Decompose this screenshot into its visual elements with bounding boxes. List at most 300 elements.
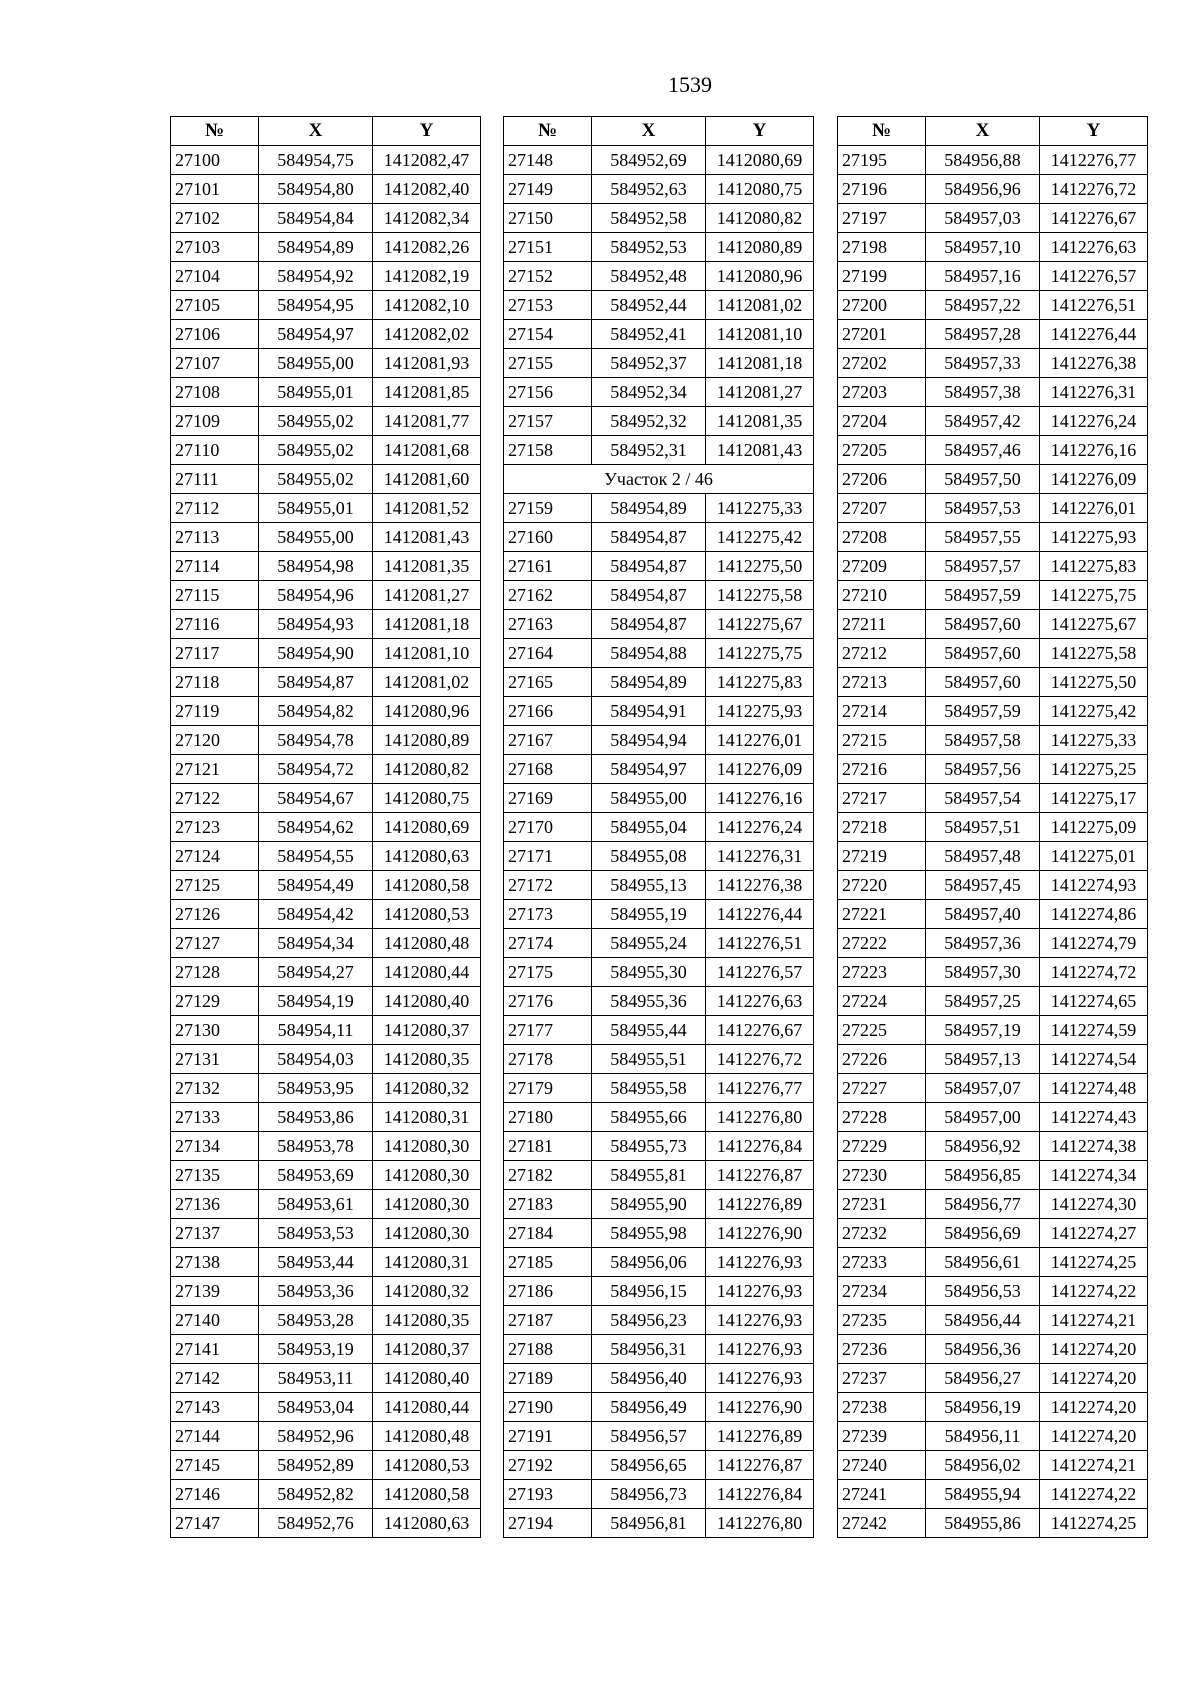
table-row: [504, 1306, 814, 1335]
x-coordinate-cell: 584952,82: [259, 1480, 373, 1509]
table-row: [171, 1451, 481, 1480]
y-coordinate-cell: 1412274,65: [1040, 987, 1148, 1016]
point-number-cell: 27188: [504, 1335, 592, 1364]
y-coordinate-cell: 1412080,37: [373, 1335, 481, 1364]
x-coordinate-cell: 584955,30: [592, 958, 706, 987]
x-coordinate-cell: 584953,11: [259, 1364, 373, 1393]
point-number-cell: 27135: [171, 1161, 259, 1190]
y-coordinate-cell: 1412276,89: [706, 1422, 814, 1451]
table-row: [504, 668, 814, 697]
y-coordinate-cell: 1412275,17: [1040, 784, 1148, 813]
x-coordinate-cell: 584957,51: [926, 813, 1040, 842]
y-coordinate-cell: 1412276,51: [706, 929, 814, 958]
table-row: [171, 784, 481, 813]
x-coordinate-cell: 584957,58: [926, 726, 1040, 755]
table-row: [171, 1161, 481, 1190]
table-row: [171, 1016, 481, 1045]
x-coordinate-cell: 584955,02: [259, 465, 373, 494]
y-coordinate-cell: 1412081,18: [373, 610, 481, 639]
x-coordinate-cell: 584957,59: [926, 581, 1040, 610]
x-coordinate-cell: 584953,61: [259, 1190, 373, 1219]
point-number-cell: 27148: [504, 146, 592, 175]
point-number-cell: 27190: [504, 1393, 592, 1422]
y-coordinate-cell: 1412274,59: [1040, 1016, 1148, 1045]
table-row: [504, 1364, 814, 1393]
y-coordinate-cell: 1412275,58: [706, 581, 814, 610]
x-coordinate-cell: 584957,07: [926, 1074, 1040, 1103]
table-row: [838, 668, 1148, 697]
table-row: [504, 407, 814, 436]
table-row: [838, 1509, 1148, 1538]
y-coordinate-cell: 1412081,27: [373, 581, 481, 610]
x-coordinate-cell: 584956,92: [926, 1132, 1040, 1161]
point-number-cell: 27157: [504, 407, 592, 436]
x-coordinate-cell: 584957,16: [926, 262, 1040, 291]
table-row: [171, 1074, 481, 1103]
table-row: [504, 320, 814, 349]
table-row: [171, 1045, 481, 1074]
table-row: [504, 755, 814, 784]
point-number-cell: 27160: [504, 523, 592, 552]
x-coordinate-cell: 584956,61: [926, 1248, 1040, 1277]
table-row: [838, 958, 1148, 987]
point-number-cell: 27130: [171, 1016, 259, 1045]
table-row: [838, 639, 1148, 668]
point-number-cell: 27184: [504, 1219, 592, 1248]
y-coordinate-cell: 1412080,31: [373, 1248, 481, 1277]
point-number-cell: 27211: [838, 610, 926, 639]
point-number-cell: 27110: [171, 436, 259, 465]
table-row: [171, 639, 481, 668]
point-number-cell: 27206: [838, 465, 926, 494]
point-number-cell: 27175: [504, 958, 592, 987]
table-row: [171, 378, 481, 407]
x-coordinate-cell: 584957,60: [926, 668, 1040, 697]
y-coordinate-cell: 1412276,84: [706, 1132, 814, 1161]
table-row: [504, 958, 814, 987]
point-number-cell: 27187: [504, 1306, 592, 1335]
x-coordinate-cell: 584957,57: [926, 552, 1040, 581]
y-coordinate-cell: 1412080,35: [373, 1306, 481, 1335]
x-coordinate-cell: 584954,34: [259, 929, 373, 958]
x-coordinate-cell: 584952,34: [592, 378, 706, 407]
column-header-y: Y: [706, 117, 814, 146]
point-number-cell: 27117: [171, 639, 259, 668]
table-row: [504, 726, 814, 755]
y-coordinate-cell: 1412276,93: [706, 1364, 814, 1393]
y-coordinate-cell: 1412274,93: [1040, 871, 1148, 900]
y-coordinate-cell: 1412276,80: [706, 1509, 814, 1538]
y-coordinate-cell: 1412080,69: [706, 146, 814, 175]
y-coordinate-cell: 1412080,44: [373, 958, 481, 987]
x-coordinate-cell: 584953,78: [259, 1132, 373, 1161]
y-coordinate-cell: 1412080,53: [373, 1451, 481, 1480]
table-row: [838, 407, 1148, 436]
point-number-cell: 27196: [838, 175, 926, 204]
table-row: [504, 1132, 814, 1161]
y-coordinate-cell: 1412274,72: [1040, 958, 1148, 987]
x-coordinate-cell: 584957,28: [926, 320, 1040, 349]
x-coordinate-cell: 584955,08: [592, 842, 706, 871]
table-header-row: [504, 117, 814, 146]
table-row: [171, 1219, 481, 1248]
y-coordinate-cell: 1412276,24: [1040, 407, 1148, 436]
y-coordinate-cell: 1412276,38: [706, 871, 814, 900]
point-number-cell: 27226: [838, 1045, 926, 1074]
x-coordinate-cell: 584953,36: [259, 1277, 373, 1306]
x-coordinate-cell: 584955,51: [592, 1045, 706, 1074]
x-coordinate-cell: 584955,86: [926, 1509, 1040, 1538]
point-number-cell: 27171: [504, 842, 592, 871]
x-coordinate-cell: 584954,97: [259, 320, 373, 349]
point-number-cell: 27169: [504, 784, 592, 813]
point-number-cell: 27219: [838, 842, 926, 871]
x-coordinate-cell: 584954,19: [259, 987, 373, 1016]
column-header-x: X: [259, 117, 373, 146]
table-row: [504, 697, 814, 726]
x-coordinate-cell: 584957,13: [926, 1045, 1040, 1074]
y-coordinate-cell: 1412080,30: [373, 1219, 481, 1248]
point-number-cell: 27224: [838, 987, 926, 1016]
y-coordinate-cell: 1412276,93: [706, 1277, 814, 1306]
y-coordinate-cell: 1412276,72: [1040, 175, 1148, 204]
y-coordinate-cell: 1412080,30: [373, 1190, 481, 1219]
point-number-cell: 27172: [504, 871, 592, 900]
y-coordinate-cell: 1412276,90: [706, 1219, 814, 1248]
y-coordinate-cell: 1412080,75: [706, 175, 814, 204]
point-number-cell: 27145: [171, 1451, 259, 1480]
table-row: [171, 407, 481, 436]
table-row: [504, 233, 814, 262]
point-number-cell: 27121: [171, 755, 259, 784]
x-coordinate-cell: 584957,55: [926, 523, 1040, 552]
point-number-cell: 27215: [838, 726, 926, 755]
y-coordinate-cell: 1412081,85: [373, 378, 481, 407]
x-coordinate-cell: 584956,40: [592, 1364, 706, 1393]
y-coordinate-cell: 1412274,22: [1040, 1480, 1148, 1509]
y-coordinate-cell: 1412081,93: [373, 349, 481, 378]
y-coordinate-cell: 1412276,31: [1040, 378, 1148, 407]
y-coordinate-cell: 1412081,02: [373, 668, 481, 697]
table-row: [504, 1335, 814, 1364]
table-row: [171, 871, 481, 900]
y-coordinate-cell: 1412276,44: [1040, 320, 1148, 349]
y-coordinate-cell: 1412276,93: [706, 1335, 814, 1364]
x-coordinate-cell: 584956,65: [592, 1451, 706, 1480]
y-coordinate-cell: 1412080,37: [373, 1016, 481, 1045]
y-coordinate-cell: 1412081,60: [373, 465, 481, 494]
point-number-cell: 27146: [171, 1480, 259, 1509]
y-coordinate-cell: 1412275,42: [706, 523, 814, 552]
y-coordinate-cell: 1412081,27: [706, 378, 814, 407]
y-coordinate-cell: 1412276,67: [1040, 204, 1148, 233]
point-number-cell: 27216: [838, 755, 926, 784]
y-coordinate-cell: 1412081,10: [706, 320, 814, 349]
x-coordinate-cell: 584957,60: [926, 610, 1040, 639]
page-number: 1539: [668, 72, 712, 97]
table-row: [838, 262, 1148, 291]
table-row: [171, 146, 481, 175]
x-coordinate-cell: 584956,69: [926, 1219, 1040, 1248]
x-coordinate-cell: 584954,91: [592, 697, 706, 726]
x-coordinate-cell: 584956,73: [592, 1480, 706, 1509]
x-coordinate-cell: 584952,58: [592, 204, 706, 233]
table-row: [838, 726, 1148, 755]
y-coordinate-cell: 1412080,89: [373, 726, 481, 755]
x-coordinate-cell: 584957,19: [926, 1016, 1040, 1045]
table-row: [171, 552, 481, 581]
y-coordinate-cell: 1412080,40: [373, 1364, 481, 1393]
y-coordinate-cell: 1412081,10: [373, 639, 481, 668]
x-coordinate-cell: 584954,84: [259, 204, 373, 233]
y-coordinate-cell: 1412275,42: [1040, 697, 1148, 726]
table-row: [504, 262, 814, 291]
x-coordinate-cell: 584954,72: [259, 755, 373, 784]
y-coordinate-cell: 1412081,02: [706, 291, 814, 320]
table-row: [504, 1248, 814, 1277]
table-row: [504, 204, 814, 233]
y-coordinate-cell: 1412274,22: [1040, 1277, 1148, 1306]
y-coordinate-cell: 1412275,93: [1040, 523, 1148, 552]
x-coordinate-cell: 584954,87: [592, 552, 706, 581]
x-coordinate-cell: 584953,44: [259, 1248, 373, 1277]
table-row: [171, 668, 481, 697]
point-number-cell: 27176: [504, 987, 592, 1016]
point-number-cell: 27179: [504, 1074, 592, 1103]
x-coordinate-cell: 584953,28: [259, 1306, 373, 1335]
point-number-cell: 27147: [171, 1509, 259, 1538]
point-number-cell: 27163: [504, 610, 592, 639]
table-row: [838, 755, 1148, 784]
point-number-cell: 27151: [504, 233, 592, 262]
y-coordinate-cell: 1412274,54: [1040, 1045, 1148, 1074]
x-coordinate-cell: 584957,03: [926, 204, 1040, 233]
point-number-cell: 27205: [838, 436, 926, 465]
table-row: [504, 987, 814, 1016]
y-coordinate-cell: 1412276,93: [706, 1306, 814, 1335]
point-number-cell: 27229: [838, 1132, 926, 1161]
table-row: [171, 494, 481, 523]
x-coordinate-cell: 584955,13: [592, 871, 706, 900]
x-coordinate-cell: 584954,98: [259, 552, 373, 581]
point-number-cell: 27150: [504, 204, 592, 233]
y-coordinate-cell: 1412275,50: [1040, 668, 1148, 697]
table-row: [171, 842, 481, 871]
point-number-cell: 27122: [171, 784, 259, 813]
point-number-cell: 27233: [838, 1248, 926, 1277]
x-coordinate-cell: 584956,23: [592, 1306, 706, 1335]
x-coordinate-cell: 584953,95: [259, 1074, 373, 1103]
y-coordinate-cell: 1412274,48: [1040, 1074, 1148, 1103]
point-number-cell: 27198: [838, 233, 926, 262]
point-number-cell: 27213: [838, 668, 926, 697]
point-number-cell: 27126: [171, 900, 259, 929]
table-row: [171, 465, 481, 494]
y-coordinate-cell: 1412081,43: [373, 523, 481, 552]
x-coordinate-cell: 584957,53: [926, 494, 1040, 523]
column-header-number: №: [838, 117, 926, 146]
table-row: [838, 1219, 1148, 1248]
point-number-cell: 27182: [504, 1161, 592, 1190]
x-coordinate-cell: 584955,00: [592, 784, 706, 813]
y-coordinate-cell: 1412082,02: [373, 320, 481, 349]
table-row: [504, 610, 814, 639]
column-header-y: Y: [1040, 117, 1148, 146]
x-coordinate-cell: 584955,94: [926, 1480, 1040, 1509]
point-number-cell: 27105: [171, 291, 259, 320]
point-number-cell: 27136: [171, 1190, 259, 1219]
y-coordinate-cell: 1412276,51: [1040, 291, 1148, 320]
table-row: [504, 1190, 814, 1219]
y-coordinate-cell: 1412274,86: [1040, 900, 1148, 929]
point-number-cell: 27173: [504, 900, 592, 929]
y-coordinate-cell: 1412274,20: [1040, 1364, 1148, 1393]
table-row: [504, 871, 814, 900]
table-row: [504, 1103, 814, 1132]
y-coordinate-cell: 1412275,75: [1040, 581, 1148, 610]
x-coordinate-cell: 584952,41: [592, 320, 706, 349]
point-number-cell: 27186: [504, 1277, 592, 1306]
y-coordinate-cell: 1412080,32: [373, 1277, 481, 1306]
column-header-number: №: [504, 117, 592, 146]
column-header-x: X: [592, 117, 706, 146]
x-coordinate-cell: 584955,02: [259, 407, 373, 436]
y-coordinate-cell: 1412276,63: [706, 987, 814, 1016]
table-header-row: [171, 117, 481, 146]
y-coordinate-cell: 1412275,01: [1040, 842, 1148, 871]
x-coordinate-cell: 584957,56: [926, 755, 1040, 784]
y-coordinate-cell: 1412274,20: [1040, 1422, 1148, 1451]
point-number-cell: 27204: [838, 407, 926, 436]
point-number-cell: 27217: [838, 784, 926, 813]
point-number-cell: 27236: [838, 1335, 926, 1364]
point-number-cell: 27132: [171, 1074, 259, 1103]
y-coordinate-cell: 1412080,58: [373, 1480, 481, 1509]
x-coordinate-cell: 584954,89: [592, 494, 706, 523]
x-coordinate-cell: 584956,96: [926, 175, 1040, 204]
point-number-cell: 27133: [171, 1103, 259, 1132]
table-row: [171, 929, 481, 958]
point-number-cell: 27161: [504, 552, 592, 581]
table-row: [171, 1277, 481, 1306]
y-coordinate-cell: 1412276,16: [706, 784, 814, 813]
table-row: [171, 1422, 481, 1451]
coordinates-table-2: [503, 116, 814, 1538]
point-number-cell: 27183: [504, 1190, 592, 1219]
x-coordinate-cell: 584956,49: [592, 1393, 706, 1422]
x-coordinate-cell: 584952,44: [592, 291, 706, 320]
x-coordinate-cell: 584954,11: [259, 1016, 373, 1045]
x-coordinate-cell: 584956,06: [592, 1248, 706, 1277]
x-coordinate-cell: 584955,04: [592, 813, 706, 842]
point-number-cell: 27165: [504, 668, 592, 697]
x-coordinate-cell: 584955,81: [592, 1161, 706, 1190]
y-coordinate-cell: 1412080,44: [373, 1393, 481, 1422]
x-coordinate-cell: 584952,48: [592, 262, 706, 291]
point-number-cell: 27221: [838, 900, 926, 929]
y-coordinate-cell: 1412276,72: [706, 1045, 814, 1074]
point-number-cell: 27106: [171, 320, 259, 349]
x-coordinate-cell: 584957,33: [926, 349, 1040, 378]
table-row: [504, 842, 814, 871]
point-number-cell: 27207: [838, 494, 926, 523]
x-coordinate-cell: 584955,00: [259, 349, 373, 378]
x-coordinate-cell: 584956,31: [592, 1335, 706, 1364]
point-number-cell: 27193: [504, 1480, 592, 1509]
point-number-cell: 27155: [504, 349, 592, 378]
y-coordinate-cell: 1412080,58: [373, 871, 481, 900]
y-coordinate-cell: 1412081,52: [373, 494, 481, 523]
table-row: [171, 1132, 481, 1161]
point-number-cell: 27113: [171, 523, 259, 552]
y-coordinate-cell: 1412276,93: [706, 1248, 814, 1277]
point-number-cell: 27138: [171, 1248, 259, 1277]
table-row: [838, 900, 1148, 929]
x-coordinate-cell: 584955,44: [592, 1016, 706, 1045]
table-row: [171, 1364, 481, 1393]
table-row: [504, 1219, 814, 1248]
y-coordinate-cell: 1412082,19: [373, 262, 481, 291]
x-coordinate-cell: 584955,58: [592, 1074, 706, 1103]
section-title: Участок 2 / 46: [504, 465, 814, 494]
table-row: [504, 1074, 814, 1103]
column-header-number: №: [171, 117, 259, 146]
point-number-cell: 27239: [838, 1422, 926, 1451]
x-coordinate-cell: 584956,02: [926, 1451, 1040, 1480]
point-number-cell: 27109: [171, 407, 259, 436]
x-coordinate-cell: 584957,38: [926, 378, 1040, 407]
table-row: [504, 378, 814, 407]
x-coordinate-cell: 584957,54: [926, 784, 1040, 813]
table-row: [504, 175, 814, 204]
point-number-cell: 27115: [171, 581, 259, 610]
table-row: [838, 1306, 1148, 1335]
point-number-cell: 27231: [838, 1190, 926, 1219]
point-number-cell: 27143: [171, 1393, 259, 1422]
table-row: [504, 1277, 814, 1306]
table-row: [504, 639, 814, 668]
table-row: [838, 784, 1148, 813]
point-number-cell: 27230: [838, 1161, 926, 1190]
table-row: [838, 1364, 1148, 1393]
y-coordinate-cell: 1412276,01: [706, 726, 814, 755]
point-number-cell: 27131: [171, 1045, 259, 1074]
table-row: [504, 1509, 814, 1538]
point-number-cell: 27177: [504, 1016, 592, 1045]
x-coordinate-cell: 584957,50: [926, 465, 1040, 494]
x-coordinate-cell: 584955,98: [592, 1219, 706, 1248]
point-number-cell: 27189: [504, 1364, 592, 1393]
x-coordinate-cell: 584955,01: [259, 494, 373, 523]
table-row: [171, 204, 481, 233]
point-number-cell: 27119: [171, 697, 259, 726]
table-header-row: [838, 117, 1148, 146]
point-number-cell: 27197: [838, 204, 926, 233]
table-row: [838, 1248, 1148, 1277]
y-coordinate-cell: 1412276,87: [706, 1451, 814, 1480]
x-coordinate-cell: 584955,02: [259, 436, 373, 465]
x-coordinate-cell: 584957,22: [926, 291, 1040, 320]
table-row: [838, 436, 1148, 465]
x-coordinate-cell: 584954,87: [592, 610, 706, 639]
table-row: [838, 610, 1148, 639]
point-number-cell: 27134: [171, 1132, 259, 1161]
table-row: [838, 1393, 1148, 1422]
x-coordinate-cell: 584956,85: [926, 1161, 1040, 1190]
x-coordinate-cell: 584957,45: [926, 871, 1040, 900]
y-coordinate-cell: 1412276,01: [1040, 494, 1148, 523]
y-coordinate-cell: 1412080,69: [373, 813, 481, 842]
